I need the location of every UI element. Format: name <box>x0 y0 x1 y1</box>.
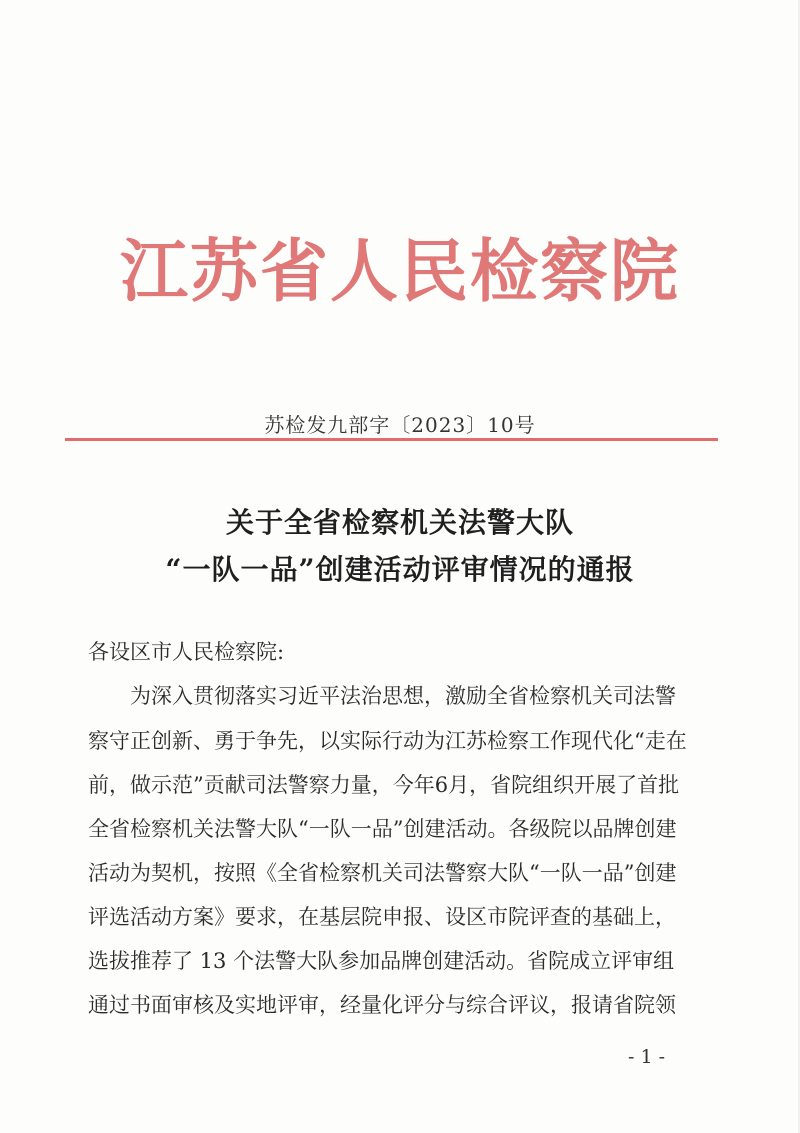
issuer-masthead: 江苏省人民检察院 <box>119 232 680 312</box>
body-line: 察守正创新、勇于争先，以实际行动为江苏检察工作现代化“走在 <box>88 729 687 753</box>
body-line: 为深入贯彻落实习近平法治思想，激励全省检察机关司法警 <box>88 684 676 708</box>
body-line: 前，做示范”贡献司法警察力量，今年6月，省院组织开展了首批 <box>88 773 680 797</box>
body-line: 通过书面审核及实地评审，经量化评分与综合评议，报请省院领 <box>88 993 676 1017</box>
document-title-line-2: “一队一品”创建活动评审情况的通报 <box>165 553 635 586</box>
page-number: - 1 - <box>628 1046 666 1068</box>
body-line: 全省检察机关法警大队“一队一品”创建活动。各级院以品牌创建 <box>88 817 677 841</box>
body-line: 活动为契机，按照《全省检察机关司法警察大队“一队一品”创建 <box>88 861 677 885</box>
document-number: 苏检发九部字〔2023〕10号 <box>264 413 536 437</box>
body-line: 选拔推荐了 13 个法警大队参加品牌创建活动。省院成立评审组 <box>88 949 675 973</box>
salutation: 各设区市人民检察院: <box>88 640 285 664</box>
document-title-line-1: 关于全省检察机关法警大队 <box>225 506 574 539</box>
body-line: 评选活动方案》要求，在基层院申报、设区市院评查的基础上， <box>88 905 676 929</box>
red-divider-line <box>65 438 718 441</box>
